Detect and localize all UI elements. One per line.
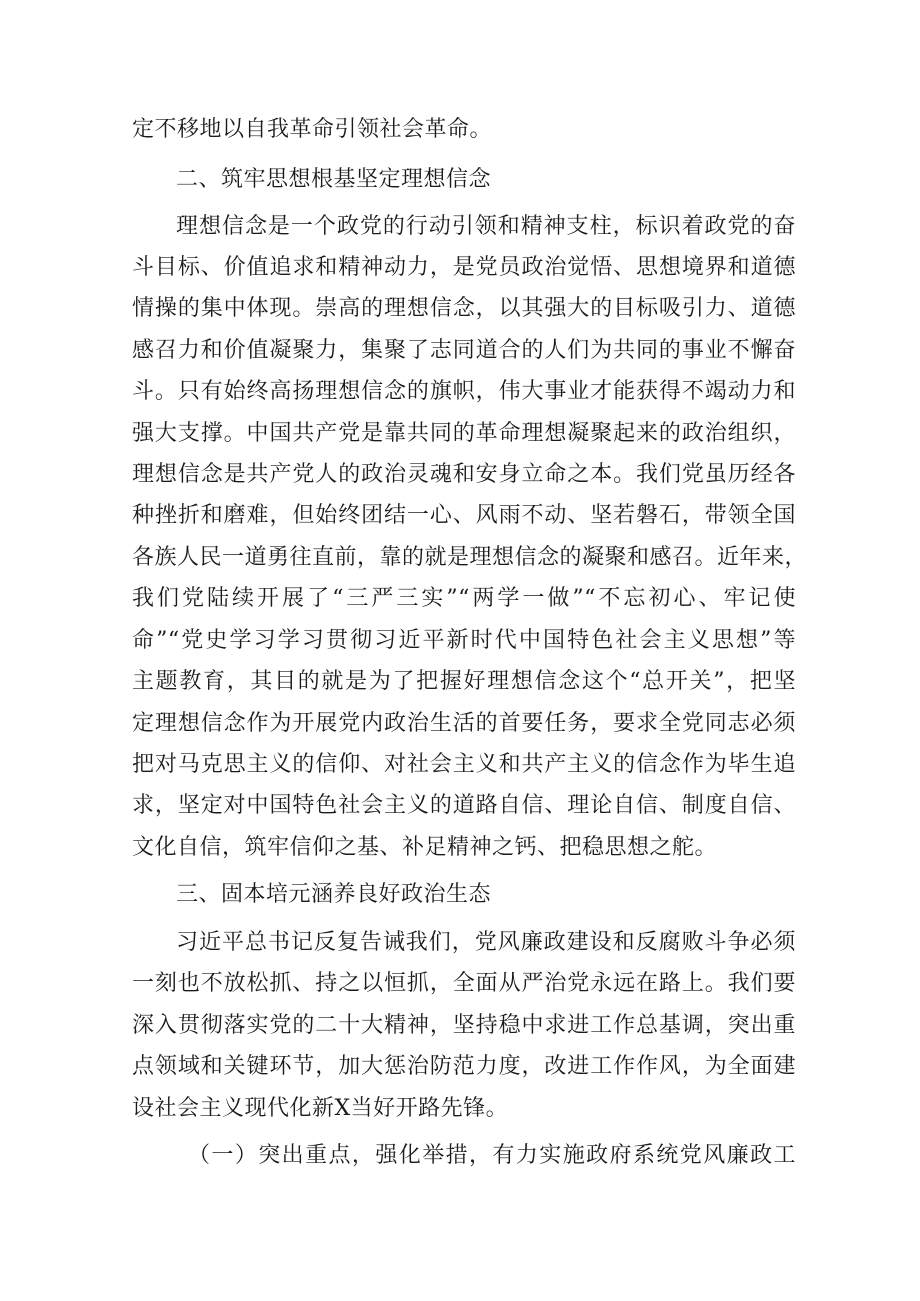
- paragraph-line: 求，坚定对中国特色社会主义的道路自信、理论自信、制度自信、: [132, 793, 796, 818]
- paragraph-line: 文化自信，筑牢信仰之基、补足精神之钙、把稳思想之舵。: [132, 835, 718, 860]
- paragraph-line: 把对马克思主义的信仰、对社会主义和共产主义的信念作为毕生追: [132, 752, 796, 777]
- paragraph-line: 定理想信念作为开展党内政治生活的首要任务，要求全党同志必须: [132, 711, 796, 736]
- paragraph-line: 一刻也不放松抓、持之以恒抓，全面从严治党永远在路上。我们要: [132, 971, 796, 996]
- paragraph-line: 种挫折和磨难，但始终团结一心、风雨不动、坚若磐石，带领全国: [132, 503, 796, 528]
- paragraph-line: 理想信念是共产党人的政治灵魂和安身立命之本。我们党虽历经各: [132, 462, 796, 487]
- paragraph-line: 主题教育，其目的就是为了把握好理想信念这个“总开关”，把坚: [132, 669, 796, 694]
- paragraph-line: 斗。只有始终高扬理想信念的旗帜，伟大事业才能获得不竭动力和: [132, 379, 796, 404]
- paragraph-line: 感召力和价值凝聚力，集聚了志同道合的人们为共同的事业不懈奋: [132, 338, 796, 363]
- paragraph-line: 习近平总书记反复告诫我们，党风廉政建设和反腐败斗争必须: [176, 930, 796, 955]
- section-heading-2: 二、筑牢思想根基坚定理想信念: [176, 167, 492, 192]
- paragraph-line: 点领域和关键环节，加大惩治防范力度，改进工作作风，为全面建: [132, 1054, 796, 1079]
- paragraph-line: 各族人民一道勇往直前，靠的就是理想信念的凝聚和感召。近年来，: [132, 545, 808, 570]
- paragraph-line: 命”“党史学习学习贯彻习近平新时代中国特色社会主义思想”等: [132, 628, 796, 653]
- paragraph-line: 斗目标、价值追求和精神动力，是党员政治觉悟、思想境界和道德: [132, 255, 796, 280]
- paragraph-line: 定不移地以自我革命引领社会革命。: [132, 117, 493, 142]
- paragraph-line: 我们党陆续开展了“三严三实”“两学一做”“不忘初心、牢记使: [132, 586, 796, 611]
- paragraph-line: 设社会主义现代化新X当好开路先锋。: [132, 1096, 509, 1121]
- paragraph-line: 深入贯彻落实党的二十大精神，坚持稳中求进工作总基调，突出重: [132, 1013, 796, 1038]
- paragraph-line: 理想信念是一个政党的行动引领和精神支柱，标识着政党的奋: [176, 214, 796, 239]
- paragraph-line: 强大支撑。中国共产党是靠共同的革命理想凝聚起来的政治组织，: [132, 421, 796, 446]
- paragraph-line: 情操的集中体现。崇高的理想信念，以其强大的目标吸引力、道德: [132, 296, 796, 321]
- section-heading-3: 三、固本培元涵养良好政治生态: [176, 882, 492, 907]
- subsection-heading-1: （一）突出重点，强化举措，有力实施政府系统党风廉政工: [188, 1143, 796, 1168]
